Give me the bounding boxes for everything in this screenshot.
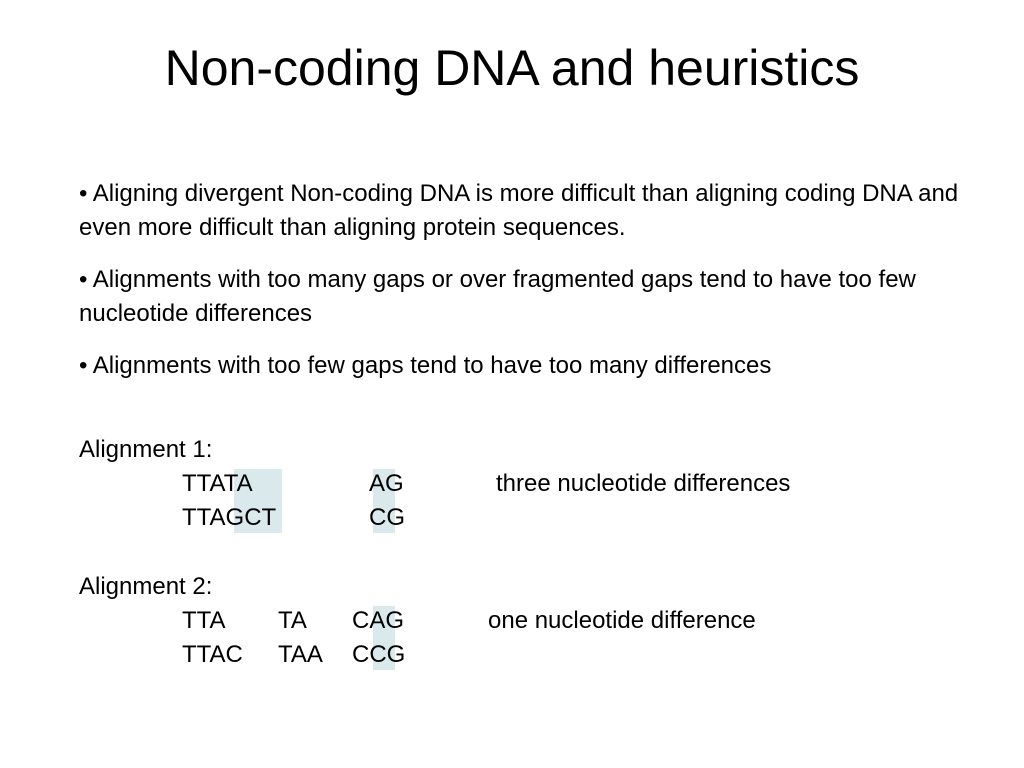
alignment-2-label: Alignment 2:: [79, 573, 213, 600]
alignment-1-seq-2-tail: CG: [369, 504, 405, 531]
alignment-2-seq-1-c: CAG: [352, 607, 405, 634]
alignment-1-seq-1-tail: AG: [369, 470, 404, 497]
bullet-2: • Alignments with too many gaps or over fragmented gaps tend to have too few nucleotide differences: [79, 266, 916, 327]
slide-title: Non-coding DNA and heuristics: [164, 40, 860, 96]
alignment-2-seq-2-c: CCG: [352, 641, 406, 668]
alignment-1-seq-1: TTATA: [182, 470, 253, 497]
alignment-2-seq-1-b: TA: [278, 607, 307, 634]
alignment-2-seq-2-b: TAA: [278, 641, 323, 668]
alignment-2-seq-1-a: TTA: [182, 607, 226, 634]
bullet-3: • Alignments with too few gaps tend to have too many differences: [79, 352, 772, 379]
alignment-1-seq-2: TTAGCT: [182, 504, 277, 531]
bullet-1: • Aligning divergent Non-coding DNA is more difficult than aligning coding DNA and even more difficult than aligning protein sequences.: [79, 180, 959, 241]
alignment-1-label: Alignment 1:: [79, 436, 213, 463]
alignment-1-note: three nucleotide differences: [496, 470, 791, 497]
alignment-2-note: one nucleotide difference: [488, 607, 756, 634]
alignment-2-seq-2-a: TTAC: [182, 641, 243, 668]
bullet-list: [79, 177, 984, 401]
